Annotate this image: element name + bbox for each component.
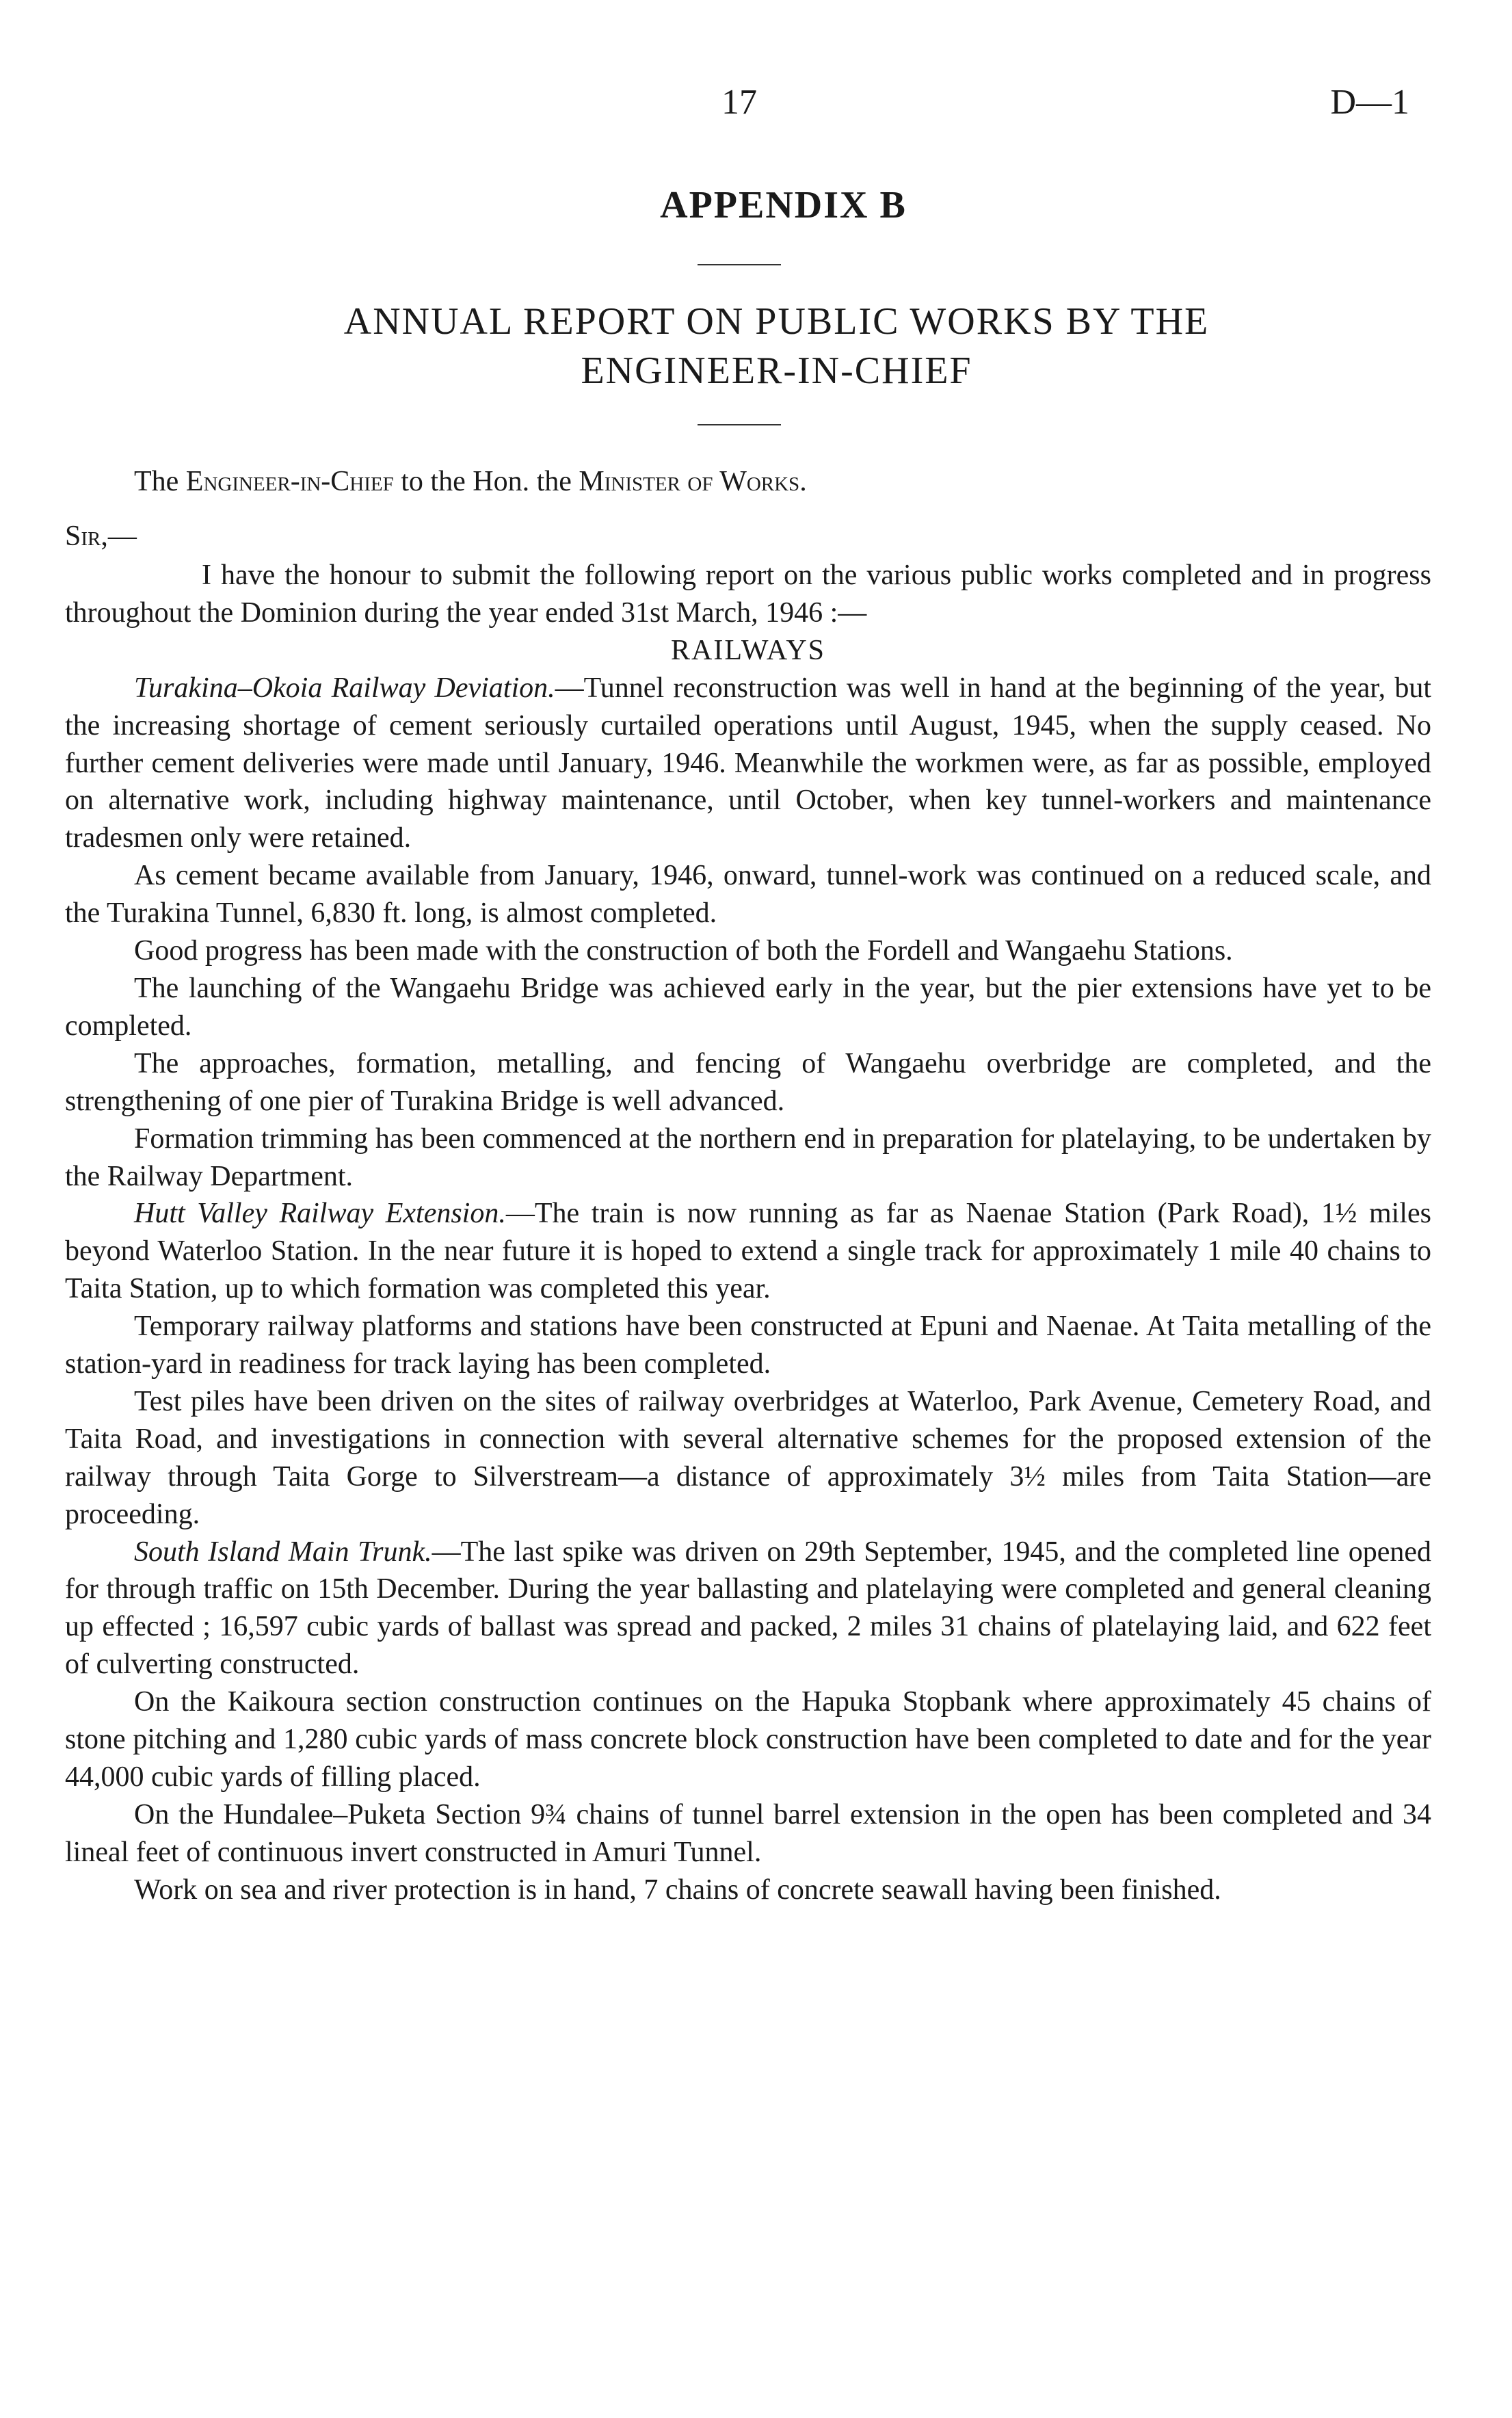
intro-paragraph: I have the honour to submit the following report on the various public works completed and in progress throughout the Dominion during the year ended 31st March, 1946 :— — [65, 560, 1431, 629]
paragraph — [65, 1796, 1431, 1871]
report-title — [21, 297, 1512, 395]
paragraph-text: As cement became available from January, 1946, onward, tunnel-work was continued on a reduced scale, and the Turakina Tunnel, 6,830 ft. long, is almost completed. — [65, 860, 1431, 930]
title-divider — [698, 424, 781, 425]
paragraph — [65, 1120, 1431, 1196]
paragraph-text: —The train is now running as far as Naenae Station (Park Road), 1½ miles beyond Waterloo Station. In the near future it is hoped to extend a single track for approximately 1 mile 40 chains to Taita Station, up to which formation was completed this year. — [65, 1198, 1431, 1305]
paragraph — [65, 1871, 1431, 1909]
paragraph-text: On the Hundalee–Puketa Section 9¾ chains of tunnel barrel extension in the open has been completed and 34 lineal feet of continuous invert constructed in Amuri Tunnel. — [65, 1798, 1431, 1868]
report-title-line-1: ANNUAL REPORT ON PUBLIC WORKS BY THE — [343, 300, 1210, 343]
paragraph — [65, 970, 1431, 1045]
report-title-line-2: ENGINEER-IN-CHIEF — [581, 350, 972, 392]
appendix-heading: APPENDIX B — [660, 184, 907, 226]
paragraph-title: South Island Main Trunk. — [134, 1536, 432, 1568]
heading-divider — [698, 264, 781, 265]
paragraph-text: The approaches, formation, metalling, and fencing of Wangaehu overbridge are completed, and the strengthening of one pier of Turakina Bridge is well advanced. — [65, 1047, 1431, 1117]
paragraph-title: Hutt Valley Railway Extension. — [134, 1198, 506, 1230]
addressee-from: Engineer-in-Chief — [185, 466, 394, 497]
section-heading: RAILWAYS — [670, 634, 826, 666]
addressee-to: Minister of Works. — [579, 466, 807, 497]
paragraph-text: Good progress has been made with the construction of both the Fordell and Wangaehu Stations. — [134, 935, 1233, 967]
paragraph — [65, 857, 1431, 932]
paragraph — [65, 1383, 1431, 1534]
paragraph-text: On the Kaikoura section construction continues on the Hapuka Stopbank where approximately 45 chains of stone pitching and 1,280 cubic yards of mass concrete block construction have been completed to date and for the year 44,000 cubic yards of filling placed. — [65, 1686, 1431, 1793]
paragraph-title: Turakina–Okoia Railway Deviation. — [134, 672, 555, 704]
page-number: 17 — [721, 83, 757, 122]
paragraph — [65, 932, 1431, 970]
page-header — [0, 82, 1512, 137]
report-body — [65, 557, 1431, 1909]
paragraph-text: —Tunnel reconstruction was well in hand at the beginning of the year, but the increasing shortage of cement seriously curtailed operations until August, 1945, when the supply ceased. No further cement deliveries were made until January, 1946. Meanwhile the workmen were, as far as possible, employed on alternative work, including highway maintenance, until October, when key tunnel-workers and maintenance tradesmen only were retained. — [65, 672, 1431, 854]
paragraph-text: Formation trimming has been commenced at the northern end in preparation for platelaying, to be undertaken by the Railway Department. — [65, 1122, 1431, 1192]
paragraph-text: —The last spike was driven on 29th September, 1945, and the completed line opened for through traffic on 15th December. During the year ballasting and platelaying were completed and general cleaning up effected ; 16,597 cubic yards of ballast was spread and packed, 2 miles 31 chains of platelaying laid, and 622 feet of culverting constructed. — [65, 1536, 1431, 1681]
paragraph-text: Work on sea and river protection is in hand, 7 chains of concrete seawall having been finished. — [134, 1874, 1221, 1906]
addressee-prefix: the Hon. the — [430, 466, 572, 497]
salutation: Sir,— — [65, 521, 137, 552]
paragraph — [65, 1534, 1431, 1684]
paragraph-text: Temporary railway platforms and stations have been constructed at Epuni and Naenae. At Taita metalling of the station-yard in readiness for track laying has been completed. — [65, 1311, 1431, 1380]
paragraph — [65, 1045, 1431, 1120]
paragraph-text: The launching of the Wangaehu Bridge was achieved early in the year, but the pier extensions have yet to be completed. — [65, 972, 1431, 1042]
paragraph — [65, 1308, 1431, 1383]
paragraph-text: Test piles have been driven on the sites of railway overbridges at Waterloo, Park Avenue, Cemetery Road, and Taita Road, and investigations in connection with several alternative schemes for the proposed extension of the railway through Taita Gorge to Silverstream—a distance of approximately 3½ miles from Taita Station—are proceeding. — [65, 1385, 1431, 1530]
document-code: D—1 — [1330, 83, 1409, 122]
paragraph — [65, 1195, 1431, 1308]
addressee-line: The Engineer-in-Chief to the Hon. the Minister of Works. — [134, 466, 807, 497]
paragraph — [65, 670, 1431, 858]
paragraph — [65, 1683, 1431, 1796]
